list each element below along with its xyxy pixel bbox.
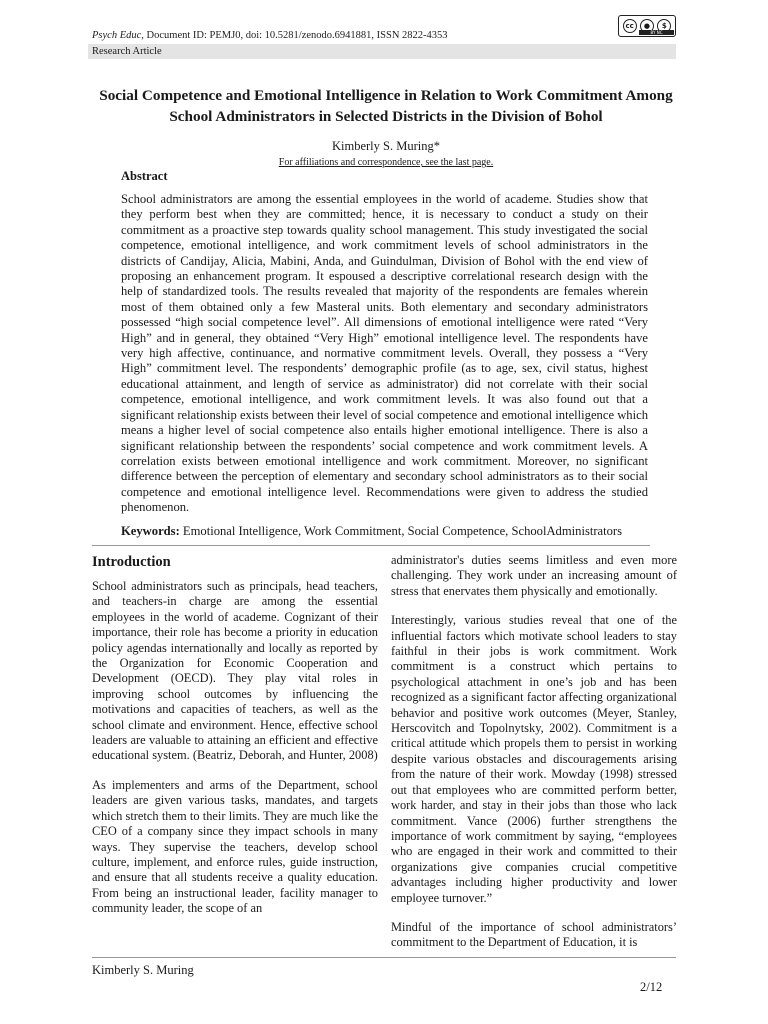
footer-author: Kimberly S. Muring	[92, 963, 194, 977]
author-name: Kimberly S. Muring*	[332, 139, 440, 153]
footer-divider	[92, 957, 676, 958]
license-badge[interactable]	[618, 15, 676, 37]
paragraph: administrator's duties seems limitless and even more challenging. They work under an increasing amount of stress that enervates them physically and emotionally.	[391, 553, 677, 598]
nc-icon: $	[657, 19, 671, 33]
keywords-label: Keywords:	[121, 524, 180, 538]
introduction-heading: Introduction	[92, 554, 171, 570]
cc-icon: cc	[623, 19, 637, 33]
section-divider	[92, 545, 650, 546]
journal-name: Psych Educ	[92, 30, 142, 41]
left-column	[92, 579, 378, 931]
journal-header	[92, 30, 448, 41]
keywords-text: Emotional Intelligence, Work Commitment, Social Competence, SchoolAdministrators	[179, 524, 623, 538]
abstract-heading: Abstract	[121, 169, 168, 183]
page-number: 2/12	[640, 980, 663, 994]
affiliation-link[interactable]: For affiliations and correspondence, see the last page.	[278, 157, 494, 168]
paper-title: Social Competence and Emotional Intelligence in Relation to Work Commitment Among School Administrators in Selected Districts in the Division of Bohol	[99, 87, 673, 125]
paragraph: Interestingly, various studies reveal that one of the influential factors which motivate school leaders to stay faithful in their jobs is work commitment. Work commitment is a construct which pertains to psychological attachment in one’s job and has been recognized as a significant factor affecting organizational behavior and positive work outcomes (Meyer, Stanley, Herscovitch and Topolnytsky, 2002). Commitment is a critical attitude which propels them to persist in working despite various obstacles and discouragements arising from the nature of their work. Mowday (1998) stressed out that employees who are committed perform better, work harder, and stay in their jobs than those who lack commitment. Vance (2006) further strengthens the importance of work commitment by saying, “employees who are engaged in their work and committed to their organizations give companies crucial competitive advantages including higher productivity and lower employee turnover.”	[391, 613, 677, 905]
journal-meta: , Document ID: PEMJ0, doi: 10.5281/zenodo.6941881, ISSN 2822-4353	[141, 30, 448, 41]
abstract-text: School administrators are among the essential employees in the world of academe. Studies show that they perform best when they are committed; hence, it is necessary to conduct a study on their commitment as a proactive step towards quality school management. This study investigated the social competence, emotional intelligence, and work commitment levels of school administrators in the districts of Candijay, Alicia, Mabini, Anda, and Guindulman, Division of Bohol with the end view of proposing an enhancement program. It espoused a descriptive correlational research design with the help of standardized tools. The results revealed that majority of the respondents are females wherein most of them obtained only a few Masteral units. Both elementary and secondary administrators possessed “high social competence level”. All dimensions of emotional intelligence were rated “Very High” and in general, they obtained “Very High” emotional intelligence level. The respondents have very high affective, continuance, and normative commitment levels. Overall, they possess a “Very High” commitment level. The respondents’ demographic profile (as to age, sex, civil status, highest educational attainment, and length of service as administrator) did not correlate with their social competence, emotional intelligence, and work commitment levels. It was also found out that a significant relationship exists between their level of social competence and emotional intelligence which means a higher level of social competence also entails higher emotional intelligence. There is also a significant relationship between the respondents’ social competence and work commitment levels. A correlation exists between emotional intelligence and work commitment. Moreover, no significant difference between the perception of elementary and secondary school administrators as to their social competence and emotional intelligence level. Recommendations were given to address the studied phenomenon.	[121, 192, 648, 515]
paragraph: As implementers and arms of the Department, school leaders are given various tasks, mandates, and targets which stretch them to their limits. They are much like the CEO of a company since they impact schools in many ways. They supervise the teachers, develop school culture, implement, and enforce rules, guide instruction, and ensure that all students receive a quality education. From being an instructional leader, facility manager to community leader, the scope of an	[92, 777, 378, 916]
keywords-line	[121, 524, 622, 539]
article-type-bar: Research Article	[88, 44, 676, 59]
paragraph: Mindful of the importance of school administrators’ commitment to the Department of Education, it is	[391, 919, 677, 950]
license-text: BY NC	[639, 30, 674, 35]
right-column	[391, 553, 677, 965]
by-icon: ●	[640, 19, 654, 33]
paragraph: School administrators such as principals, head teachers, and teachers-in charge are among the essential employees in the world of academe. Cognizant of their importance, their role has become a priority in education policy agendas internationally and locally as reported by the Organization for Economic Cooperation and Development (OECD). They play vital roles in improving school outcomes by influencing the motivations and capacities of teachers, as well as the school climate and environment. Hence, effective school leaders are valuable to attaining an efficient and effective educational system. (Beatriz, Deborah, and Hunter, 2008)	[92, 579, 378, 763]
